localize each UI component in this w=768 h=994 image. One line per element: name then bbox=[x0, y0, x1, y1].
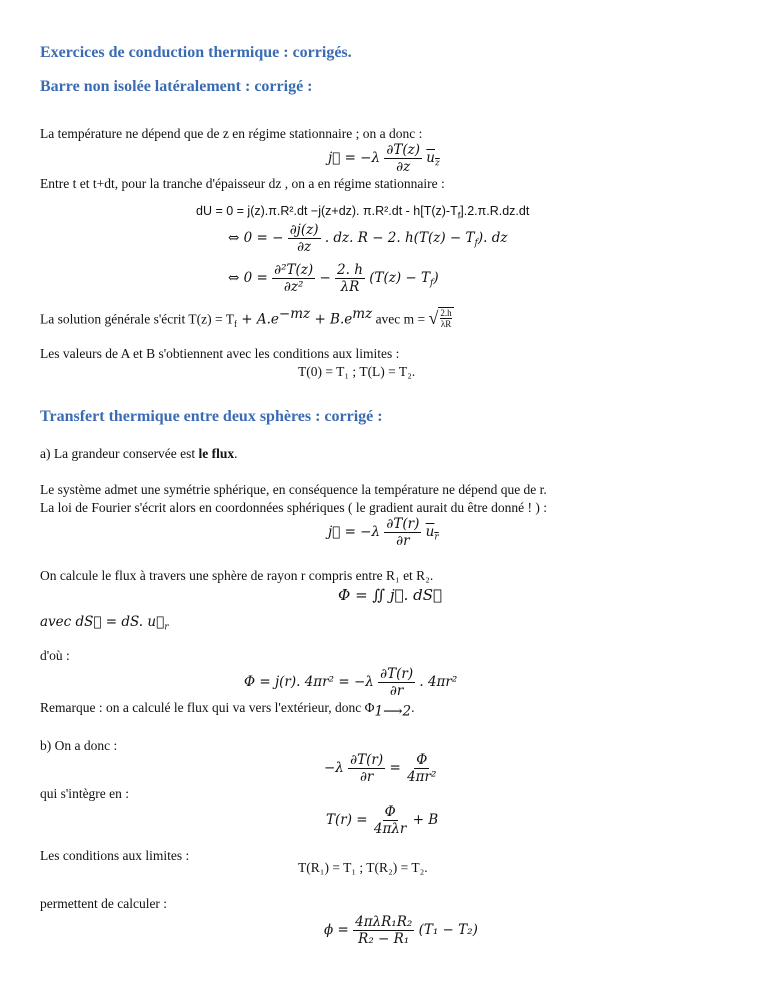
paragraph: qui s'intègre en : bbox=[40, 786, 130, 801]
page-title: Exercices de conduction thermique : corrigés. bbox=[40, 44, 352, 61]
paragraph: La température ne dépend que de z en régime stationnaire ; on a donc : bbox=[40, 126, 423, 141]
equation-temperature-profile: T(r) = $\frac{\Phi}{\text{4πλr}}$ + B bbox=[326, 804, 439, 837]
paragraph: Le système admet une symétrie sphérique, en conséquence la température ne dépend que de r. bbox=[40, 482, 547, 497]
paragraph: La loi de Fourier s'écrit alors en coordonnées sphériques ( le gradient aurait du être donné ! ) : bbox=[40, 500, 548, 515]
paragraph: d'où : bbox=[40, 648, 70, 663]
equation-fourier-z: j⃗ = −λ $\frac{\partial T(z)}{\partial z}$ $u_z$ bbox=[328, 142, 440, 175]
paragraph: permettent de calculer : bbox=[40, 896, 168, 911]
paragraph: On calcule le flux à travers une sphère de rayon r compris entre R₁ et R₂. bbox=[40, 568, 434, 583]
sqrt-expression: √ 2.h λR bbox=[428, 307, 452, 329]
equation-flux-balance: ⇔ 0 = − $\frac{\partial j(z)}{\partial z}$ . dz. R − 2. $h(T(z) - T_f)$. dz bbox=[228, 222, 508, 255]
paragraph: Les valeurs de A et B s'obtiennent avec les conditions aux limites : bbox=[40, 346, 400, 361]
boundary-conditions: T(0) = T₁ ; T(L) = T₂. bbox=[298, 364, 416, 379]
paragraph: Les conditions aux limites : bbox=[40, 848, 190, 863]
paragraph: b) On a donc : bbox=[40, 738, 118, 753]
equation-differential: ⇔ 0 = $\frac{\text{∂²T(z)}}{\text{∂z²}}$ − $\frac{2. h}{\lambda R}$ $(T(z) - T_f)$ bbox=[228, 262, 439, 295]
paragraph: a) La grandeur conservée est le flux. bbox=[40, 446, 238, 461]
paragraph-remark: Remarque : on a calculé le flux qui va vers l'extérieur, donc $\Phi_{1⟶2}$. bbox=[40, 700, 415, 720]
boundary-conditions-spheres: T(R₁) = T₁ ; T(R₂) = T₂. bbox=[298, 860, 428, 875]
equation-fourier-r: j⃗ = −λ $\frac{\partial T(r)}{\partial r}$ $u_r$ bbox=[328, 516, 439, 549]
equation-energy-balance: dU = 0 = j(z).π.R².dt −j(z+dz). $\pi.R^2.dt - h[T(z)-T_f].2.\pi.R.dz.dt$ bbox=[196, 204, 530, 221]
equation-gradient-flux: −λ $\frac{\partial T(r)}{\partial r}$ = $\frac{\Phi}{\text{4πr²}}$ bbox=[324, 752, 437, 785]
equation-flux-expression: Φ = j(r). 4πr² = −λ $\frac{\partial T(r)}{\partial r}$ . 4πr² bbox=[244, 666, 458, 699]
paragraph-solution: La solution générale s'écrit $T(z) = T_f + A.e^{-mz} + B.e^{mz}$ avec m = √ 2.h λR bbox=[40, 306, 452, 330]
equation-flux-integral: Φ = ∬ j⃗. dS⃗ bbox=[338, 586, 443, 604]
section-heading-spheres: Transfert thermique entre deux sphères : corrigé : bbox=[40, 408, 383, 425]
paragraph: avec dS⃗ = dS. $u⃗_r$ bbox=[40, 614, 169, 633]
paragraph: Entre t et t+dt, pour la tranche d'épaisseur dz , on a en régime stationnaire : bbox=[40, 176, 445, 191]
section-heading-bar: Barre non isolée latéralement : corrigé : bbox=[40, 78, 313, 95]
equation-flux-result: ϕ = $\frac{\text{4πλR₁R₂}}{\text{R₂ − R₁}}$ (T₁ − T₂) bbox=[324, 914, 478, 947]
